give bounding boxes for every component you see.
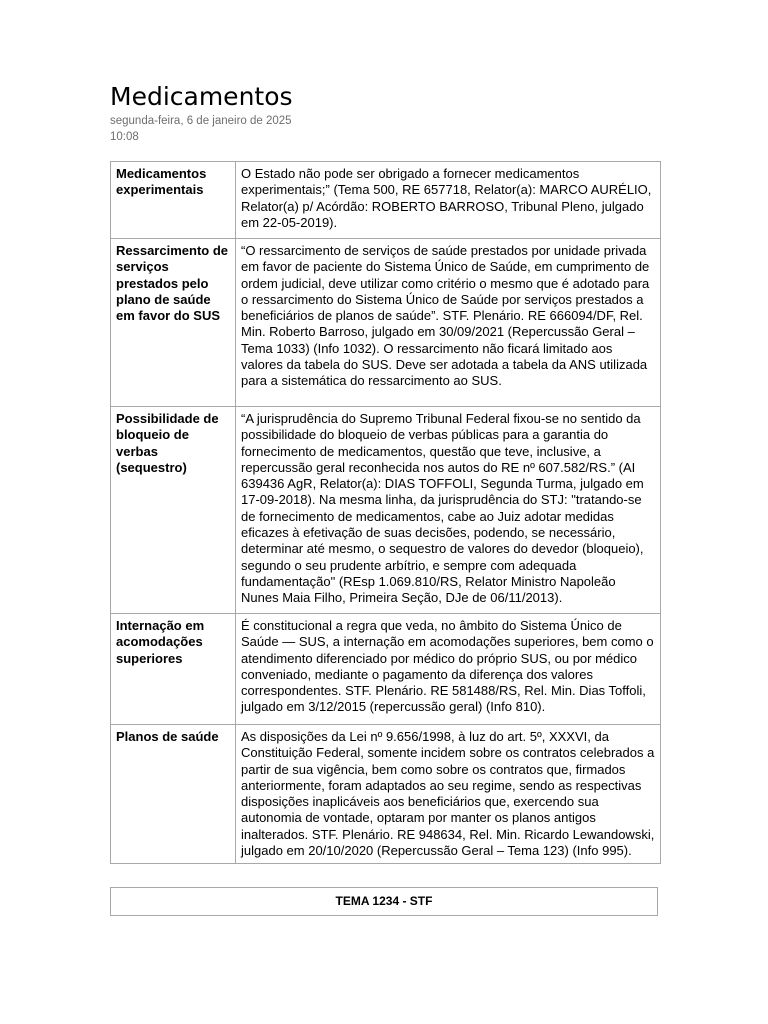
row-label: Ressarcimento de serviços prestados pelo plano de saúde em favor do SUS bbox=[111, 239, 236, 407]
row-text: É constitucional a regra que veda, no âmbito do Sistema Único de Saúde — SUS, a internação em acomodações superiores, bem como o atendimento diferenciado por médico do próprio SUS, ou por médico conveniado, mediante o pagamento da diferença dos valores correspondentes. STF. Plenário. RE 581488/RS, Rel. Min. Dias Toffoli, julgado em 3/12/2015 (repercussão geral) (Info 810). bbox=[236, 614, 661, 725]
table-row bbox=[111, 614, 661, 725]
row-text: “A jurisprudência do Supremo Tribunal Federal fixou-se no sentido da possibilidade do bloqueio de verbas públicas para a garantia do fornecimento de medicamentos, questão que teve, inclusive, a repercussão geral reconhecida nos autos do RE nº 607.582/RS.” (AI 639436 AgR, Relator(a): DIAS TOFFOLI, Segunda Turma, julgado em 17-09-2018). Na mesma linha, da jurisprudência do STJ: "tratando-se de fornecimento de medicamentos, cabe ao Juiz adotar medidas eficazes à efetivação de suas decisões, podendo, se necessário, determinar até mesmo, o sequestro de valores do devedor (bloqueio), segundo o seu prudente arbítrio, e sempre com adequada fundamentação" (REsp 1.069.810/RS, Relator Ministro Napoleão Nunes Maia Filho, Primeira Seção, DJe de 06/11/2013). bbox=[236, 407, 661, 614]
table-row bbox=[111, 725, 661, 864]
page-title: Medicamentos bbox=[110, 82, 293, 111]
row-label: Internação em acomodações superiores bbox=[111, 614, 236, 725]
page-time: 10:08 bbox=[110, 131, 139, 143]
tema-heading: TEMA 1234 - STF bbox=[110, 887, 658, 916]
table-row bbox=[111, 239, 661, 407]
table-row bbox=[111, 407, 661, 614]
row-text: O Estado não pode ser obrigado a fornecer medicamentos experimentais;” (Tema 500, RE 657718, Relator(a): MARCO AURÉLIO, Relator(a) p/ Acórdão: ROBERTO BARROSO, Tribunal Pleno, julgado em 22-05-2019). bbox=[236, 162, 661, 239]
row-text: As disposições da Lei nº 9.656/1998, à luz do art. 5º, XXXVI, da Constituição Federal, somente incidem sobre os contratos celebrados a partir de sua vigência, bem como sobre os contratos que, firmados anteriormente, foram adaptados ao seu regime, sendo as respectivas disposições inaplicáveis aos beneficiários que, exercendo sua autonomia de vontade, optaram por manter os planos antigos inalterados. STF. Plenário. RE 948634, Rel. Min. Ricardo Lewandowski, julgado em 20/10/2020 (Repercussão Geral – Tema 123) (Info 995). bbox=[236, 725, 661, 864]
row-label: Possibilidade de bloqueio de verbas (sequestro) bbox=[111, 407, 236, 614]
jurisprudence-table bbox=[110, 161, 661, 864]
row-label: Medicamentos experimentais bbox=[111, 162, 236, 239]
page-date: segunda-feira, 6 de janeiro de 2025 bbox=[110, 115, 292, 127]
table-row bbox=[111, 162, 661, 239]
row-label: Planos de saúde bbox=[111, 725, 236, 864]
row-text: “O ressarcimento de serviços de saúde prestados por unidade privada em favor de paciente do Sistema Único de Saúde, em cumprimento de ordem judicial, deve utilizar como critério o mesmo que é adotado para o ressarcimento do Sistema Único de Saúde por serviços prestados a beneficiários de planos de saúde”. STF. Plenário. RE 666094/DF, Rel. Min. Roberto Barroso, julgado em 30/09/2021 (Repercussão Geral – Tema 1033) (Info 1032). O ressarcimento não ficará limitado aos valores da tabela do SUS. Deve ser adotada a tabela da ANS utilizada para a sistemática do ressarcimento ao SUS. bbox=[236, 239, 661, 407]
